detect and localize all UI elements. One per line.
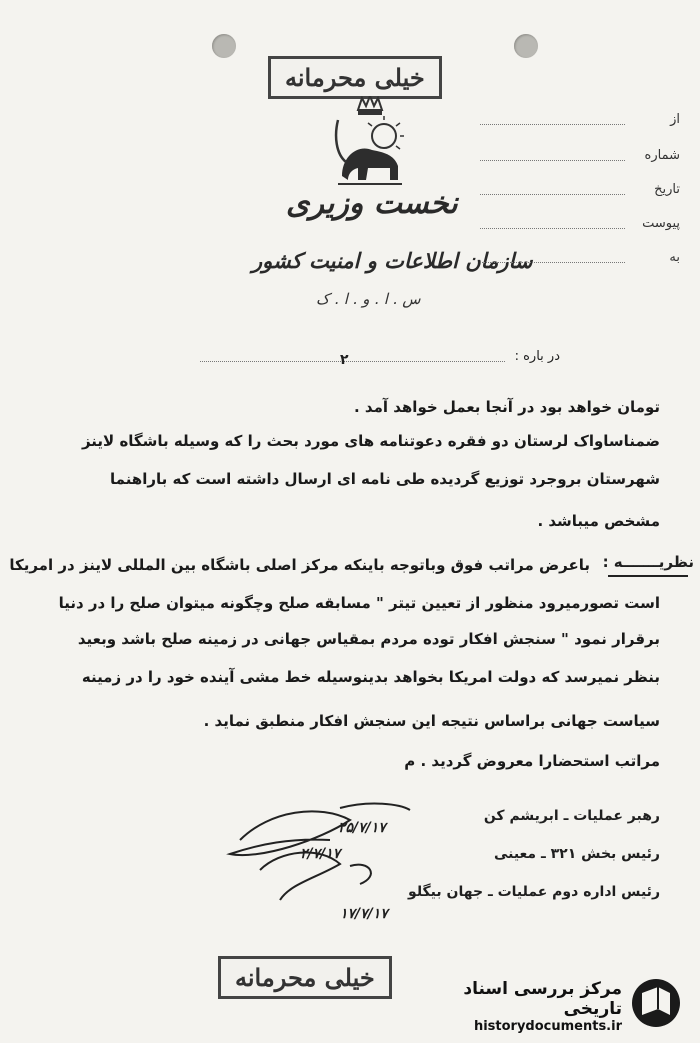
body-line-8: بنظر نمیرسد که دولت امریکا بخواهد بدینوسیله خط مشی آینده خود را در زمینه: [81, 668, 660, 686]
body-line-2: ضمناساواک لرستان دو فقره دعوتنامه های مورد بحث را که وسیله باشگاه لاینز: [81, 432, 660, 450]
handwritten-date-1: ۲۵/۷/۱۷: [338, 820, 386, 836]
field-date: تاریخ: [480, 182, 680, 202]
archive-name: مرکز بررسی اسناد تاریخی: [463, 979, 622, 1019]
signature-line-department-head: رئیس اداره دوم عملیات ـ جهان بیگلو: [408, 884, 660, 900]
handwritten-date-3: ۱۷/۷/۱۷: [340, 906, 388, 922]
signature-line-section-head: رئیس بخش ۳۲۱ ـ معینی: [493, 846, 660, 862]
field-attachment: پیوست: [480, 216, 680, 236]
body-line-3: شهرستان بروجرد توزیع گردیده طی نامه ای ارسال داشته است که باراهنما: [110, 470, 660, 488]
classification-stamp-bottom: خیلی محرمانه: [218, 956, 392, 999]
opinion-underline: [608, 575, 688, 577]
field-from: از: [480, 112, 680, 132]
punch-hole-left: [212, 34, 236, 58]
classification-stamp-top: خیلی محرمانه: [268, 56, 442, 99]
ministry-title: نخست وزیری: [286, 186, 458, 221]
field-subject: در باره :: [200, 349, 560, 369]
lion-and-sun-emblem-icon: [328, 96, 412, 192]
body-line-9: سیاست جهانی براساس نتیجه این سنجش افکار منطبق نماید .: [203, 712, 660, 730]
body-line-10: مراتب استحضارا معروض گردید . م: [404, 752, 660, 770]
body-line-1: تومان خواهد بود در آنجا بعمل خواهد آمد .: [354, 398, 660, 416]
archive-logo-icon: [628, 977, 684, 1029]
body-line-7: برقرار نمود " سنجش افکار توده مردم بمقیاس جهانی در زمینه صلح باشد وبعید: [77, 630, 660, 648]
opinion-label: نظریـــــــه :: [602, 553, 694, 571]
body-line-5: باعرض مراتب فوق وباتوجه باینکه مرکز اصلی باشگاه بین المللی لاینز در امریکا: [9, 556, 590, 574]
body-line-4: مشخص میباشد .: [537, 512, 660, 530]
organization-title: سازمان اطلاعات و امنیت کشور: [252, 248, 533, 273]
field-number: شماره: [480, 148, 680, 168]
body-line-6: است تصورمیرود منظور از تعیین تیتر " مسابقه صلح وچگونه میتوان صلح را در دنیا: [58, 594, 660, 612]
archive-site: historydocuments.ir: [473, 1019, 622, 1034]
archive-watermark: [428, 975, 688, 1034]
signature-line-operations-lead: رهبر عملیات ـ ابریشم کن: [483, 808, 660, 824]
field-to: به: [480, 250, 680, 270]
punch-hole-right: [514, 34, 538, 58]
handwritten-date-2: ۲/۷/۱۷: [300, 846, 341, 862]
page-number: ۲: [340, 352, 349, 368]
organization-abbreviation: س . ا . و . ا . ک: [316, 290, 421, 308]
